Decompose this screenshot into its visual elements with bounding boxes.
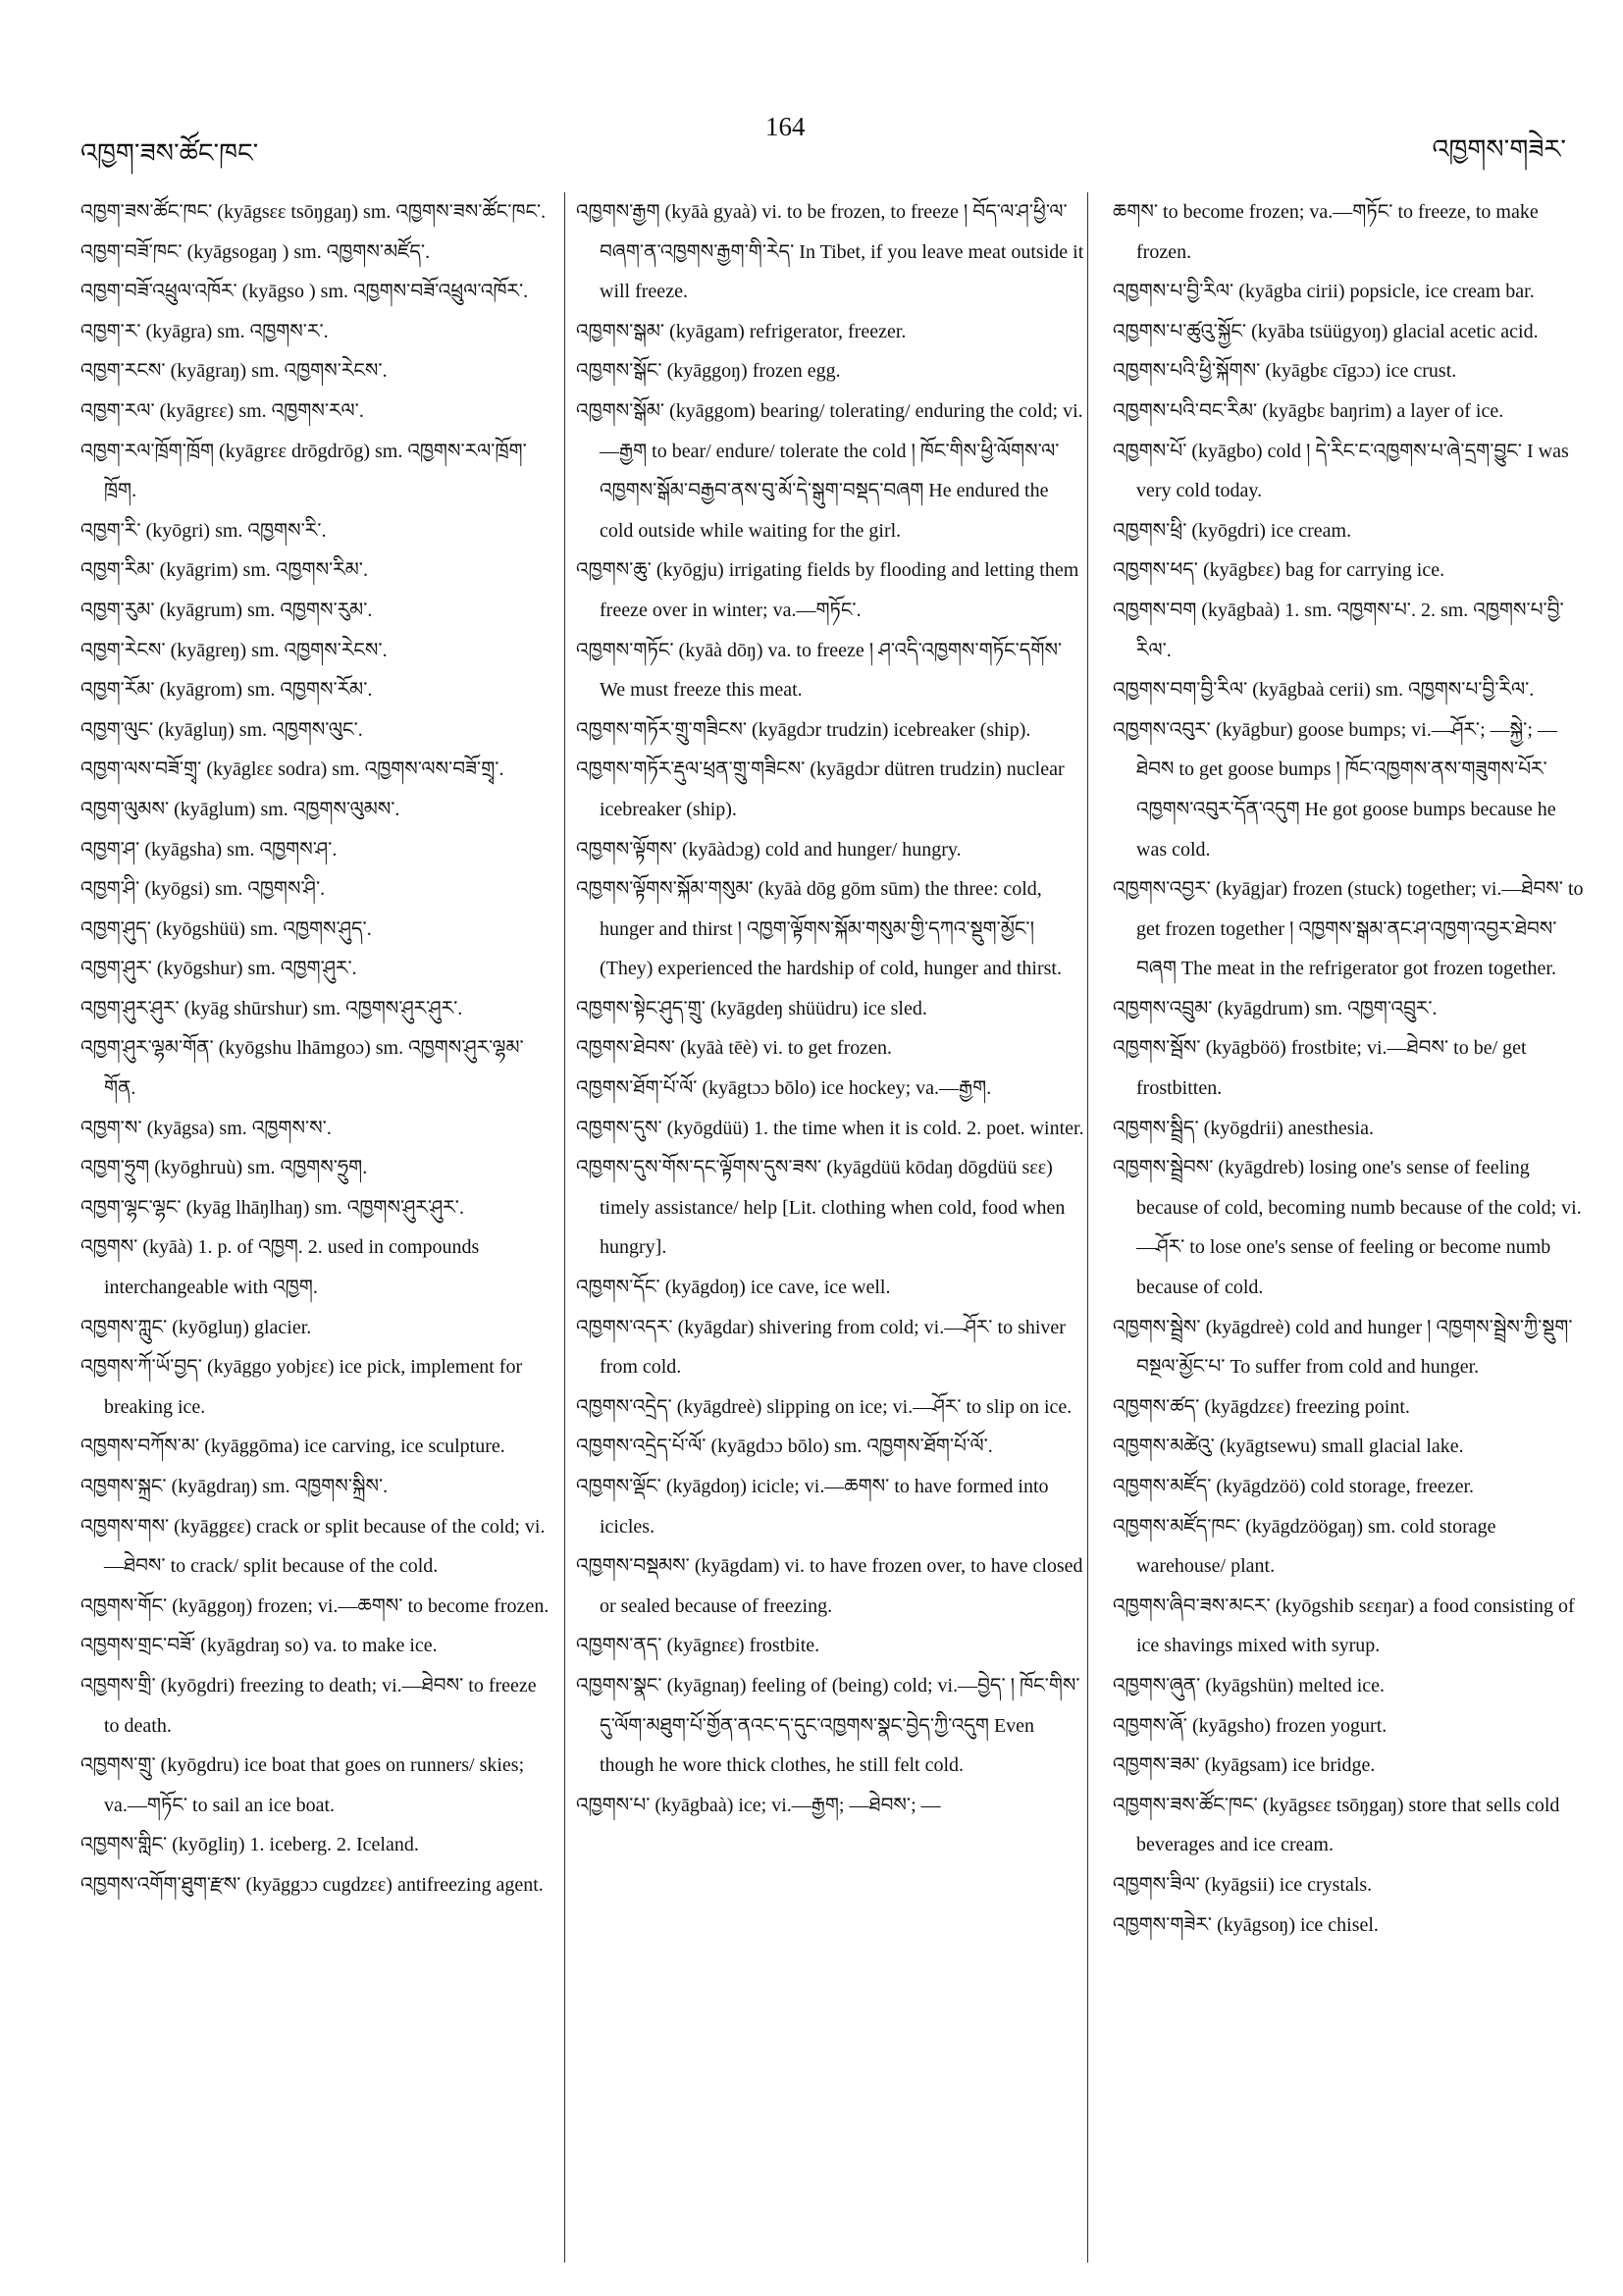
dictionary-entry: འཁྱགས་འབྱར་ (kyāgjar) frozen (stuck) together; vi.—ཐེབས་ to get frozen together ། འཁྱགས་སྒམ་ནང་ཤ་འཁྱག་འབྱར་ཐེབས་བཞག The meat in the refrigerator got frozen together. [1113, 878, 1584, 980]
dictionary-entry: འཁྱག་ཧྲུག (kyōghruù) sm. འཁྱགས་ཧྲུག. [80, 1157, 368, 1179]
dictionary-entry: འཁྱགས་ཀོ་ཡོ་བྱད་ (kyāggo yobjεε) ice pick, implement for breaking ice. [80, 1356, 523, 1418]
dictionary-entry: འཁྱགས་བསྡམས་ (kyāgdam) vi. to have frozen over, to have closed or sealed because of freezing. [576, 1555, 1083, 1617]
dictionary-entry: འཁྱགས་སྦྲེབས་ (kyāgdreb) losing one's sense of feeling because of cold, becoming numb because of the cold; vi.—ཤོར་ to lose one's sense of feeling or become numb because of cold. [1113, 1157, 1582, 1299]
dictionary-entry: འཁྱག་ཤུར་ཤུར་ (kyāg shūrshur) sm. འཁྱགས་ཤུར་ཤུར་. [80, 997, 463, 1019]
dictionary-entry: འཁྱགས་གྲང་བཟོ་ (kyāgdraŋ so) va. to make ice. [80, 1635, 438, 1657]
dictionary-entry: འཁྱགས་པའི་བང་རིམ་ (kyāgbε baŋrim) a layer of ice. [1113, 399, 1504, 422]
dictionary-entry: འཁྱག་ཤུར་ (kyōgshur) sm. འཁྱག་ཤུར་. [80, 958, 357, 980]
dictionary-entry: འཁྱགས་ཚད་ (kyāgdzεε) freezing point. [1113, 1395, 1410, 1418]
dictionary-columns [80, 192, 1584, 2263]
dictionary-entry: འཁྱགས་སྦྲེས་ (kyāgdreè) cold and hunger ། འཁྱགས་སྦྲེས་ཀྱི་སྡུག་བསྔལ་མྱོང་པ་ To suffer from cold and hunger. [1113, 1316, 1573, 1379]
dictionary-entry: འཁྱགས་ལྟོགས་སྐོམ་གསུམ་ (kyāà dōg gōm sūm) the three: cold, hunger and thirst ། འཁྱག་ལྟོགས་སྐོམ་གསུམ་གྱི་དཀའ་སྡུག་མྱོང་། (They) experienced the hardship of cold, hunger and thirst. [576, 878, 1062, 980]
page-header [0, 106, 1623, 168]
page-number: 164 [765, 112, 806, 141]
dictionary-entry: འཁྱགས་བཀོས་མ་ (kyāggōma) ice carving, ice sculpture. [80, 1435, 505, 1458]
dictionary-entry: ཆགས་ to become frozen; va.—གཏོང་ to freeze, to make frozen. [1113, 201, 1539, 263]
dictionary-entry: འཁྱག་ལྷང་ལྷང་ (kyāg lhāŋlhaŋ) sm. འཁྱགས་ཤུར་ཤུར་. [80, 1196, 464, 1219]
dictionary-entry: འཁྱགས་ཞོ་ (kyāgsho) frozen yogurt. [1113, 1714, 1387, 1737]
dictionary-entry: འཁྱགས་བག (kyāgbaà) 1. sm. འཁྱགས་པ་. 2. sm. འཁྱགས་པ་བྱི་རིལ་. [1113, 599, 1564, 661]
dictionary-entry: འཁྱགས་ཞིབ་ཟས་མངར་ (kyōgshib sεεŋar) a food consisting of ice shavings mixed with syrup. [1113, 1594, 1575, 1657]
dictionary-entry: འཁྱགས་དུས་ (kyōgdüü) 1. the time when it is cold. 2. poet. winter. [576, 1117, 1084, 1139]
dictionary-entry: འཁྱག་ལུང་ (kyāgluŋ) sm. འཁྱགས་ལུང་. [80, 718, 363, 741]
dictionary-entry: འཁྱགས་སྣང་ (kyāgnaŋ) feeling of (being) cold; vi.—བྱེད་ ། ཁོང་གིས་དུ་ལོག་མཐུག་པོ་གྱོན་ནའང་ད་དུང་འཁྱགས་སྣང་བྱེད་ཀྱི་འདུག Even though he wore thick clothes, he still felt cold. [576, 1674, 1080, 1777]
dictionary-entry: འཁྱགས་གྲུ་ (kyōgdru) ice boat that goes on runners/ skies; va.—གཏོང་ to sail an ice boat. [80, 1754, 525, 1816]
dictionary-entry: འཁྱགས་པའི་ཕྱི་སྐོགས་ (kyāgbε cīgɔɔ) ice crust. [1113, 360, 1457, 383]
dictionary-entry: འཁྱགས་ཕྲི་ (kyōgdri) ice cream. [1113, 519, 1352, 542]
dictionary-entry: འཁྱག་ཤ་ (kyāgsha) sm. འཁྱགས་ཤ་. [80, 838, 338, 861]
dictionary-entry: འཁྱག་ཤུར་ལྷམ་གོན་ (kyōgshu lhāmgoɔ) sm. འཁྱགས་ཤུར་ལྷམ་གོན. [80, 1037, 524, 1100]
dictionary-entry: འཁྱགས་གོང་ (kyāggoŋ) frozen; vi.—ཆགས་ to become frozen. [80, 1594, 550, 1617]
dictionary-entry: འཁྱགས་མཛོད་ (kyāgdzöö) cold storage, freezer. [1113, 1476, 1475, 1497]
dictionary-entry: འཁྱགས་ཕད་ (kyāgbεε) bag for carrying ice. [1113, 559, 1445, 582]
dictionary-entry: འཁྱག་ལས་བཟོ་གྲྭ་ (kyāglεε sodra) sm. འཁྱགས་ལས་བཟོ་གྲྭ་. [80, 758, 504, 781]
dictionary-entry: འཁྱགས་དོང་ (kyāgdoŋ) ice cave, ice well. [576, 1277, 891, 1299]
dictionary-entry: འཁྱགས་ཐོག་པོ་ལོ་ (kyāgtɔɔ bōlo) ice hockey; va.—རྒྱག. [576, 1077, 992, 1100]
dictionary-entry: འཁྱག་རི་ (kyōgri) sm. འཁྱགས་རི་. [80, 519, 327, 542]
dictionary-entry: འཁྱག་ར་ (kyāgra) sm. འཁྱགས་ར་. [80, 320, 329, 342]
dictionary-entry: འཁྱགས་སྒོང་ (kyāggoŋ) frozen egg. [576, 360, 841, 383]
dictionary-entry: འཁྱགས་དུས་གོས་དང་ལྟོགས་དུས་ཟས་ (kyāgdüü kōdaŋ dōgdüü sεε) timely assistance/ help [Lit. clothing when cold, food when hungry]. [576, 1157, 1066, 1259]
dictionary-entry: འཁྱགས་སྒོམ་ (kyāggom) bearing/ tolerating/ enduring the cold; vi.—རྒྱག to bear/ endure/ tolerate the cold ། ཁོང་གིས་ཕྱི་ལོགས་ལ་འཁྱགས་སྒོམ་བརྒྱབ་ནས་བུ་མོ་དེ་སྒུག་བསྡད་བཞག He endured the cold outside while waiting for the girl. [576, 399, 1083, 542]
header-right-guideword: འཁྱགས་གཟེར་ [1432, 134, 1566, 164]
dictionary-entry: འཁྱག་རུམ་ (kyāgrum) sm. འཁྱགས་རུམ་. [80, 599, 373, 621]
dictionary-entry: འཁྱགས་པ་བྱི་རིལ་ (kyāgba cirii) popsicle, ice cream bar. [1113, 281, 1535, 303]
dictionary-entry: འཁྱགས་འབུར་ (kyāgbur) goose bumps; vi.—ཤོར་; —སྐྱེ་; —ཐེབས to get goose bumps ། ཁོང་འཁྱགས་ནས་གཟུགས་པོར་འཁྱགས་འབུར་དོན་འདུག He got goose bumps because he was cold. [1113, 718, 1557, 861]
dictionary-entry: འཁྱག་བཟོ་ཁང་ (kyāgsogaŋ ) sm. འཁྱགས་མཛོད་. [80, 240, 431, 263]
dictionary-entry: འཁྱགས་ཟས་ཚོང་ཁང་ (kyāgsεε tsōŋgaŋ) store that sells cold beverages and ice cream. [1113, 1794, 1560, 1856]
dictionary-entry: འཁྱགས་ལྟོགས་ (kyāàdɔg) cold and hunger/ hungry. [576, 838, 962, 861]
dictionary-entry: འཁྱགས་གཏོར་རྡུལ་ཕྲན་གྲུ་གཟིངས་ (kyāgdɔr dütren trudzin) nuclear icebreaker (ship). [576, 758, 1065, 820]
dictionary-entry: འཁྱགས་འདྲེད་པོ་ལོ་ (kyāgdɔɔ bōlo) sm. འཁྱགས་ཐོག་པོ་ལོ་. [576, 1435, 993, 1458]
dictionary-entry: འཁྱགས་ཀླུང་ (kyōgluŋ) glacier. [80, 1316, 312, 1338]
dictionary-entry: འཁྱགས་སྦྲིད་ (kyōgdrii) anesthesia. [1113, 1117, 1374, 1139]
column-1 [80, 192, 551, 2263]
dictionary-entry: འཁྱགས་རྒྱག (kyāà gyaà) vi. to be frozen, to freeze ། བོད་ལ་ཤ་ཕྱི་ལ་བཞག་ན་འཁྱགས་རྒྱག་གི་རེད་ In Tibet, if you leave meat outside it will freeze. [576, 201, 1084, 303]
dictionary-entry: འཁྱགས་འགོག་ཐུག་རྫས་ (kyāggɔɔ cugdzεε) antifreezing agent. [80, 1873, 544, 1896]
dictionary-entry: འཁྱགས་འབྲུམ་ (kyāgdrum) sm. འཁྱག་འབྲུར་. [1113, 997, 1438, 1019]
column-2 [576, 192, 1086, 2263]
dictionary-entry: འཁྱག་ལུམས་ (kyāglum) sm. འཁྱགས་ལུམས་. [80, 798, 400, 820]
dictionary-entry: འཁྱག་ཤུད་ (kyōgshüü) sm. འཁྱགས་ཤུད་. [80, 917, 372, 940]
dictionary-entry: འཁྱགས་སྒམ་ (kyāgam) refrigerator, freezer. [576, 320, 907, 342]
dictionary-entry: འཁྱགས་གཏོར་གྲུ་གཟིངས་ (kyāgdɔr trudzin) icebreaker (ship). [576, 718, 1031, 741]
column-3 [1113, 192, 1586, 2263]
dictionary-entry: འཁྱགས་གཟེར་ (kyāgsoŋ) ice chisel. [1113, 1913, 1379, 1936]
dictionary-entry: འཁྱགས་འདྲེད་ (kyāgdreè) slipping on ice; vi.—ཤོར་ to slip on ice. [576, 1395, 1073, 1418]
dictionary-entry: འཁྱགས་གླིང་ (kyōgliŋ) 1. iceberg. 2. Iceland. [80, 1834, 419, 1856]
dictionary-entry: འཁྱགས་ཐེབས་ (kyāà tēè) vi. to get frozen. [576, 1037, 892, 1060]
dictionary-entry: འཁྱག་རེངས་ (kyāgreŋ) sm. འཁྱགས་རེངས་. [80, 639, 388, 661]
dictionary-entry: འཁྱག་རལ་ (kyāgrεε) sm. འཁྱགས་རལ་. [80, 399, 364, 422]
dictionary-entry: འཁྱག་རོམ་ (kyāgrom) sm. འཁྱགས་རོམ་. [80, 679, 373, 702]
dictionary-entry: འཁྱགས་ཆུ་ (kyōgju) irrigating fields by flooding and letting them freeze over in winter; va.—གཏོང་. [576, 559, 1079, 621]
dictionary-entry: འཁྱགས་གས་ (kyāggεε) crack or split because of the cold; vi.—ཐེབས་ to crack/ split because of the cold. [80, 1515, 546, 1578]
dictionary-entry: འཁྱགས་ཟིལ་ (kyāgsii) ice crystals. [1113, 1873, 1373, 1896]
dictionary-entry: འཁྱགས་ལྡོང་ (kyāgdoŋ) icicle; vi.—ཆགས་ to have formed into icicles. [576, 1476, 1049, 1538]
dictionary-entry: འཁྱགས་པ་ཚུའུ་སྐྱོང་ (kyāba tsüügyoŋ) glacial acetic acid. [1113, 320, 1539, 342]
dictionary-entry: འཁྱགས་པ་ (kyāgbaà) ice; vi.—རྒྱག; —ཐེབས་; — [576, 1794, 941, 1816]
dictionary-entry: འཁྱག་ས་ (kyāgsa) sm. འཁྱགས་ས་. [80, 1117, 332, 1139]
dictionary-entry: འཁྱགས་སྦོས་ (kyāgböö) frostbite; vi.—ཐེབས་ to be/ get frostbitten. [1113, 1037, 1527, 1100]
dictionary-entry: འཁྱག་ཤི་ (kyōgsi) sm. འཁྱགས་ཤི་. [80, 878, 326, 901]
dictionary-entry: འཁྱག་རལ་ཁྲོག་ཁྲོག (kyāgrεε drōgdrōg) sm. འཁྱགས་རལ་ཁྲོག་ཁྲོག. [80, 440, 527, 502]
dictionary-entry: འཁྱག་རིམ་ (kyāgrim) sm. འཁྱགས་རིམ་. [80, 559, 368, 582]
dictionary-entry: འཁྱགས་ཟམ་ (kyāgsam) ice bridge. [1113, 1754, 1376, 1777]
dictionary-entry: འཁྱགས་སྟེང་ཤུད་གྲུ་ (kyāgdeŋ shüüdru) ice sled. [576, 997, 927, 1019]
dictionary-entry: འཁྱགས་གྲི་ (kyōgdri) freezing to death; vi.—ཐེབས་ to freeze to death. [80, 1674, 537, 1737]
header-left-guideword: འཁྱག་ཟས་ཚོང་ཁང་ [80, 138, 259, 168]
dictionary-entry: འཁྱགས་ནད་ (kyāgnεε) frostbite. [576, 1635, 820, 1657]
dictionary-entry: འཁྱགས་སྐྲང་ (kyāgdraŋ) sm. འཁྱགས་སྐྲིས་. [80, 1476, 389, 1497]
dictionary-entry: འཁྱགས་ཞུན་ (kyāgshün) melted ice. [1113, 1674, 1386, 1696]
dictionary-entry: འཁྱགས་འདར་ (kyāgdar) shivering from cold; vi.—ཤོར་ to shiver from cold. [576, 1316, 1066, 1379]
dictionary-entry: འཁྱག་ཟས་ཚོང་ཁང་ (kyāgsɛɛ tsōŋgaŋ) sm. འཁྱགས་ཟས་ཚོང་ཁང་. [80, 201, 547, 223]
dictionary-entry: འཁྱགས་མཛོད་ཁང་ (kyāgdzöögaŋ) sm. cold storage warehouse/ plant. [1113, 1515, 1496, 1578]
dictionary-entry: འཁྱགས་གཏོང་ (kyāà dōŋ) va. to freeze ། ཤ་འདི་འཁྱགས་གཏོང་དགོས་ We must freeze this meat. [576, 639, 1063, 702]
dictionary-entry: འཁྱག་རངས་ (kyāgraŋ) sm. འཁྱགས་རེངས་. [80, 360, 388, 383]
dictionary-entry: འཁྱགས་མཚེའུ་ (kyāgtsewu) small glacial lake. [1113, 1435, 1464, 1458]
dictionary-entry: འཁྱགས་ (kyāà) 1. p. of འཁྱག. 2. used in compounds interchangeable with འཁྱག. [80, 1236, 480, 1299]
dictionary-entry: འཁྱགས་བག་བྱི་རིལ་ (kyāgbaà cerii) sm. འཁྱགས་པ་བྱི་རིལ་. [1113, 679, 1535, 702]
dictionary-entry: འཁྱགས་པོ་ (kyāgbo) cold ། དེ་རིང་ང་འཁྱགས་པ་ཞེ་དྲག་བྱུང་ I was very cold today. [1113, 440, 1569, 502]
dictionary-entry: འཁྱག་བཟོ་འཕྲུལ་འཁོར་ (kyāgso ) sm. འཁྱགས་བཟོ་འཕྲུལ་འཁོར་. [80, 281, 529, 303]
